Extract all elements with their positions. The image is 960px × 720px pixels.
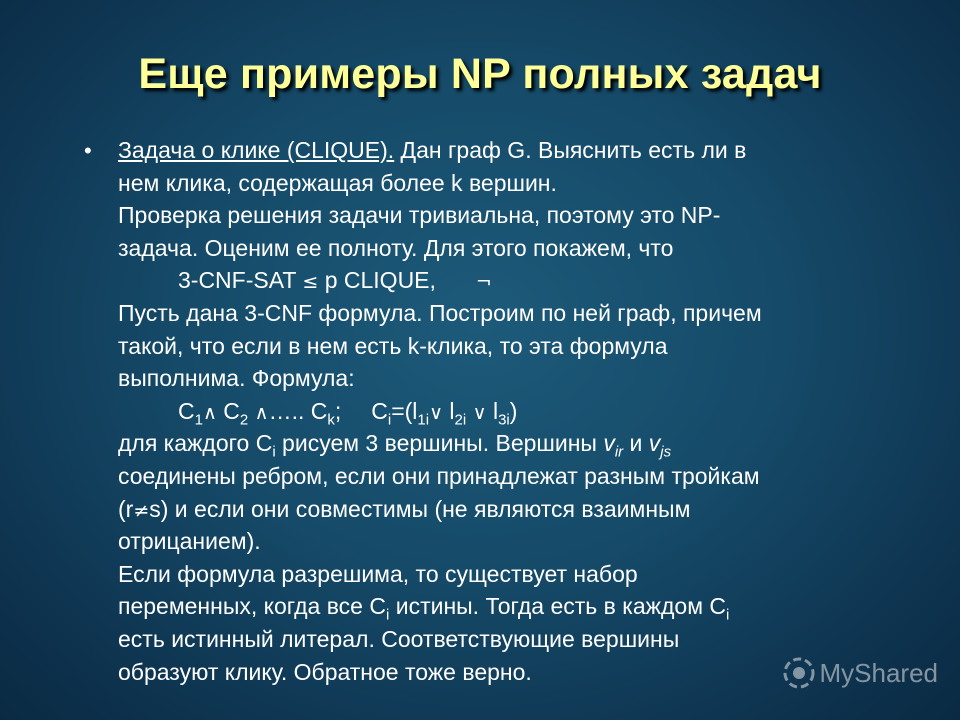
less-equal-symbol: ≤ xyxy=(302,271,319,294)
body-line-12: (r≠s) и если они совместимы (не являются взаимным xyxy=(118,495,691,522)
myshared-logo-icon xyxy=(782,656,816,690)
not-equal-symbol: ≠ xyxy=(133,499,150,522)
body-line-1: Задача о клике (CLIQUE). Дан граф G. Выяснить есть ли в xyxy=(118,137,747,163)
slide-body xyxy=(118,134,888,688)
cnf-formula: $C_1\wedge$ $C_2$ ∧….. $C_k$; $C_i=(l_{1i}\vee$ $l_{2i}$ ∨ $l_{3i}$) xyxy=(178,397,518,429)
and-symbol: ∧ xyxy=(254,401,269,424)
body-line-13: отрицанием). xyxy=(118,528,261,555)
body-line-14: Если формула разрешима, то существует набор xyxy=(118,560,638,587)
body-line-6: Пусть дана 3-CNF формула. Построим по ней граф, причем xyxy=(118,299,762,326)
body-line-15: переменных, когда все $C_i$ истины. Тогда есть в каждом $C_i$ xyxy=(118,593,730,624)
clique-task-heading: Задача о клике (CLIQUE). xyxy=(118,137,395,163)
body-line-7: такой, что если в нем есть k-клика, то эта формула xyxy=(118,332,668,359)
body-line-16: есть истинный литерал. Соответствующие вершины xyxy=(118,625,680,652)
myshared-watermark[interactable] xyxy=(782,656,939,690)
watermark-text: MyShared xyxy=(819,657,938,688)
body-line-11: соединены ребром, если они принадлежат разным тройкам xyxy=(118,462,760,489)
body-line-10: для каждого $C_i$ рисуем 3 вершины. Вершины $v_{ir}$ и $v_{js}$ xyxy=(118,430,672,461)
body-line-2: нем клика, содержащая более k вершин. xyxy=(118,169,557,196)
body-line-3: Проверка решения задачи тривиальна, поэтому это NP- xyxy=(118,202,721,229)
slide-title: Еще примеры NP полных задач xyxy=(138,50,822,98)
body-line-17: образуют клику. Обратное тоже верно. xyxy=(118,658,532,685)
or-symbol: ∨ xyxy=(429,401,444,424)
bullet-marker: • xyxy=(84,138,92,163)
reduction-formula: 3-CNF-SAT ≤ p CLIQUE, ¬ xyxy=(178,267,492,294)
body-line-4: задача. Оценим ее полноту. Для этого покажем, что xyxy=(118,234,674,261)
negation-symbol: ¬ xyxy=(475,271,492,294)
or-symbol: ∨ xyxy=(472,401,487,424)
body-line-8: выполнима. Формула: xyxy=(118,365,355,392)
and-symbol: ∧ xyxy=(202,401,217,424)
